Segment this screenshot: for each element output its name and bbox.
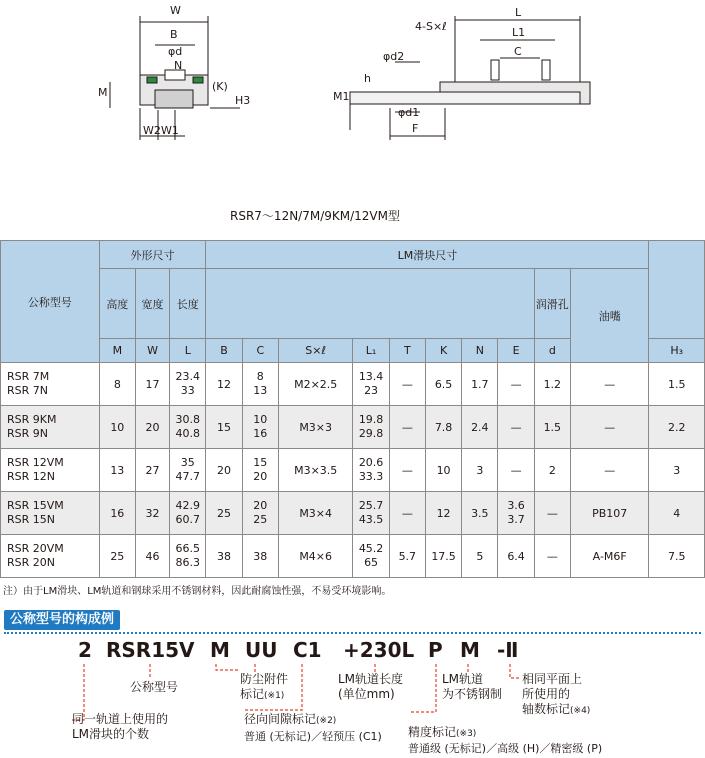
col-L1: L₁ [353,339,389,363]
col-K: K [425,339,461,363]
label-clearance-desc: 普通 (无标记)／轻预压 (C1) [244,730,382,743]
label-clearance: 径向间隙标记(※2) [244,712,337,726]
label-h: h [364,72,371,85]
col-E: E [498,339,534,363]
label-rail-material: LM轨道 为不锈钢制 [442,672,503,701]
table-row: RSR 15VM RSR 15N 16 32 42.9 60.7 25 20 25 M3×4 25.7 43.5 — 12 3.5 3.6 3.7 — PB107 4 [1,492,705,535]
code-axis: -Ⅱ [497,638,519,662]
code-count: 2 [78,638,92,662]
label-phi-d1: φd1 [398,106,420,119]
section-divider [4,632,701,634]
label-H3: H3 [235,94,251,107]
col-L: L [170,339,206,363]
col-W: W [135,339,169,363]
header-h3-top [649,241,705,339]
label-block-count: 同一轨道上使用的 LM滑块的个数 [72,712,169,741]
label-W: W [170,4,181,17]
col-M: M [99,339,135,363]
code-material: M [460,638,480,662]
col-C: C [242,339,278,363]
code-length: +230L [343,638,415,662]
spec-table [0,240,705,578]
code-precision: P [428,638,443,662]
drawing-caption: RSR7～12N/7M/9KM/12VM型 [230,209,400,223]
label-M1: M1 [333,90,350,103]
col-S: S×ℓ [278,339,353,363]
col-T: T [389,339,425,363]
code-c1: C1 [293,638,322,662]
col-H3: H₃ [649,339,705,363]
label-S-l: 4-S×ℓ [415,20,447,33]
label-N: N [174,59,183,72]
dimension-drawings [0,0,705,238]
label-model: 公称型号 [130,680,179,694]
header-height: 高度 [99,269,135,339]
label-W1: W1 [161,124,179,137]
col-N: N [462,339,498,363]
label-M: M [98,86,108,99]
header-grease: 油嘴 [570,269,649,363]
header-block: LM滑块尺寸 [206,241,649,269]
footnote: 注）由于LM滑块、LM轨道和钢球采用不锈钢材料，因此耐腐蚀性强，不易受环境影响。 [3,586,392,597]
table-row: RSR 7M RSR 7N 8 17 23.4 33 12 8 13 M2×2.5 13.4 23 — 6.5 1.7 — 1.2 — 1.5 [1,363,705,406]
label-L: L [515,6,522,19]
label-K: (K) [212,80,228,93]
header-oil-hole: 润滑孔 [534,269,570,339]
code-model: RSR15V [106,638,195,662]
label-F: F [412,122,419,135]
col-B: B [206,339,242,363]
col-d: d [534,339,570,363]
label-phi-d: φd [168,45,183,58]
label-C: C [514,45,522,58]
header-outer: 外形尺寸 [99,241,206,269]
label-dust: 防尘附件 标记(※1) [240,672,289,701]
label-precision: 精度标记(※3) [408,725,477,739]
header-length: 长度 [170,269,206,339]
label-B: B [170,28,178,41]
table-row: RSR 20VM RSR 20N 25 46 66.5 86.3 38 38 M4×6 45.2 65 5.7 17.5 5 6.4 — A-M6F 7.5 [1,535,705,578]
code-uu: UU [245,638,278,662]
label-rail-length: LM轨道长度 (单位mm) [338,672,404,701]
code-m: M [210,638,230,662]
table-row: RSR 9KM RSR 9N 10 20 30.8 40.8 15 10 16 M3×3 19.8 29.8 — 7.8 2.4 — 1.5 — 2.2 [1,406,705,449]
label-axis: 相同平面上 所使用的 轴数标记(※4) [522,672,591,716]
label-precision-desc: 普通级 (无标记)／高级 (H)／精密级 (P) [408,742,603,755]
label-L1: L1 [512,26,526,39]
label-phi-d2: φd2 [383,50,405,63]
table-row: RSR 12VM RSR 12N 13 27 35 47.7 20 15 20 M3×3.5 20.6 33.3 — 10 3 — 2 — 3 [1,449,705,492]
header-width: 宽度 [135,269,169,339]
header-model: 公称型号 [1,241,100,363]
label-W2: W2 [143,124,161,137]
section-title: 公称型号的构成例 [4,610,120,630]
